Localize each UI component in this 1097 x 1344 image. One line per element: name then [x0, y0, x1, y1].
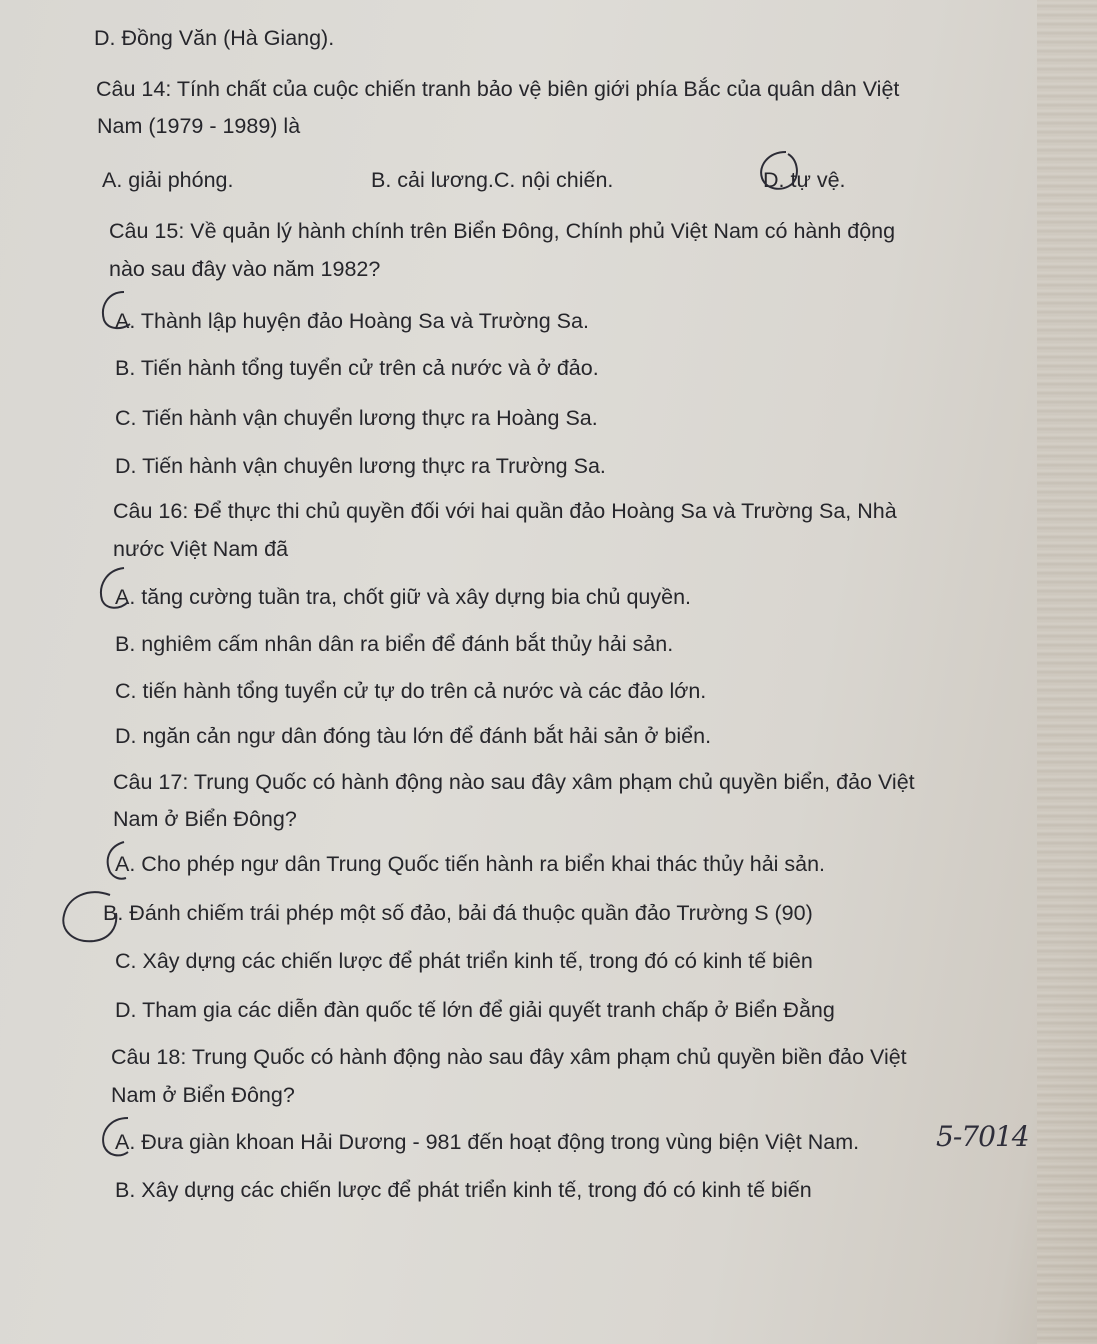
question-15-stem: Câu 15: Về quản lý hành chính trên Biển Đông, Chính phủ Việt Nam có hành động [109, 219, 896, 243]
question-18-option-b: B. Xây dựng các chiến lược để phát triển kinh tế, trong đó có kinh tế biến [115, 1178, 812, 1202]
question-15-option-c: C. Tiến hành vận chuyển lương thực ra Hoàng Sa. [115, 406, 598, 430]
question-15-option-b: B. Tiến hành tổng tuyển cử trên cả nước và ở đảo. [115, 356, 599, 380]
question-14-stem: Câu 14: Tính chất của cuộc chiến tranh bảo vệ biên giới phía Bắc của quân dân Việt [96, 77, 900, 101]
question-13-option-d: D. Đồng Văn (Hà Giang). [94, 26, 335, 50]
handwritten-note: 5-7014 [936, 1120, 1029, 1153]
question-18-option-a: A. Đưa giàn khoan Hải Dương - 981 đến hoạt động trong vùng biện Việt Nam. [115, 1130, 860, 1154]
question-15-stem-cont: nào sau đây vào năm 1982? [109, 257, 381, 281]
question-17-option-d: D. Tham gia các diễn đàn quốc tế lớn để giải quyết tranh chấp ở Biển Đằng [115, 998, 835, 1022]
question-14-option-b-c: B. cải lương.C. nội chiến. [371, 168, 614, 192]
question-14-stem-cont: Nam (1979 - 1989) là [97, 114, 301, 138]
question-17-option-c: C. Xây dựng các chiến lược để phát triển kinh tế, trong đó có kinh tế biên [115, 949, 813, 973]
paper-edge [1037, 0, 1097, 1344]
question-14-option-a: A. giải phóng. [102, 168, 234, 192]
question-17-stem-cont: Nam ở Biển Đông? [113, 807, 297, 831]
question-16-option-a: A. tăng cường tuần tra, chốt giữ và xây dựng bia chủ quyền. [115, 585, 692, 609]
question-17-option-b: B. Đánh chiếm trái phép một số đảo, bải đá thuộc quần đảo Trường S (90) [103, 901, 813, 925]
question-16-option-b: B. nghiêm cấm nhân dân ra biển để đánh bắt thủy hải sản. [115, 632, 674, 656]
question-15-option-a: A. Thành lập huyện đảo Hoàng Sa và Trường Sa. [115, 309, 589, 333]
question-15-option-d: D. Tiến hành vận chuyên lương thực ra Trường Sa. [115, 454, 606, 478]
question-16-stem-cont: nước Việt Nam đã [113, 537, 289, 561]
question-16-option-c: C. tiến hành tổng tuyển cử tự do trên cả nước và các đảo lớn. [115, 679, 707, 703]
question-16-option-d: D. ngăn cản ngư dân đóng tàu lớn để đánh bắt hải sản ở biển. [115, 724, 712, 748]
question-14-option-d: D. tự vệ. [763, 168, 846, 192]
question-18-stem: Câu 18: Trung Quốc có hành động nào sau đây xâm phạm chủ quyền biền đảo Việt [111, 1045, 907, 1069]
question-16-stem: Câu 16: Để thực thi chủ quyền đối với hai quần đảo Hoàng Sa và Trường Sa, Nhà [113, 499, 897, 523]
question-17-stem: Câu 17: Trung Quốc có hành động nào sau đây xâm phạm chủ quyền biển, đảo Việt [113, 770, 915, 794]
question-17-option-a: A. Cho phép ngư dân Trung Quốc tiến hành ra biển khai thác thủy hải sản. [115, 852, 826, 876]
question-18-stem-cont: Nam ở Biển Đông? [111, 1083, 295, 1107]
